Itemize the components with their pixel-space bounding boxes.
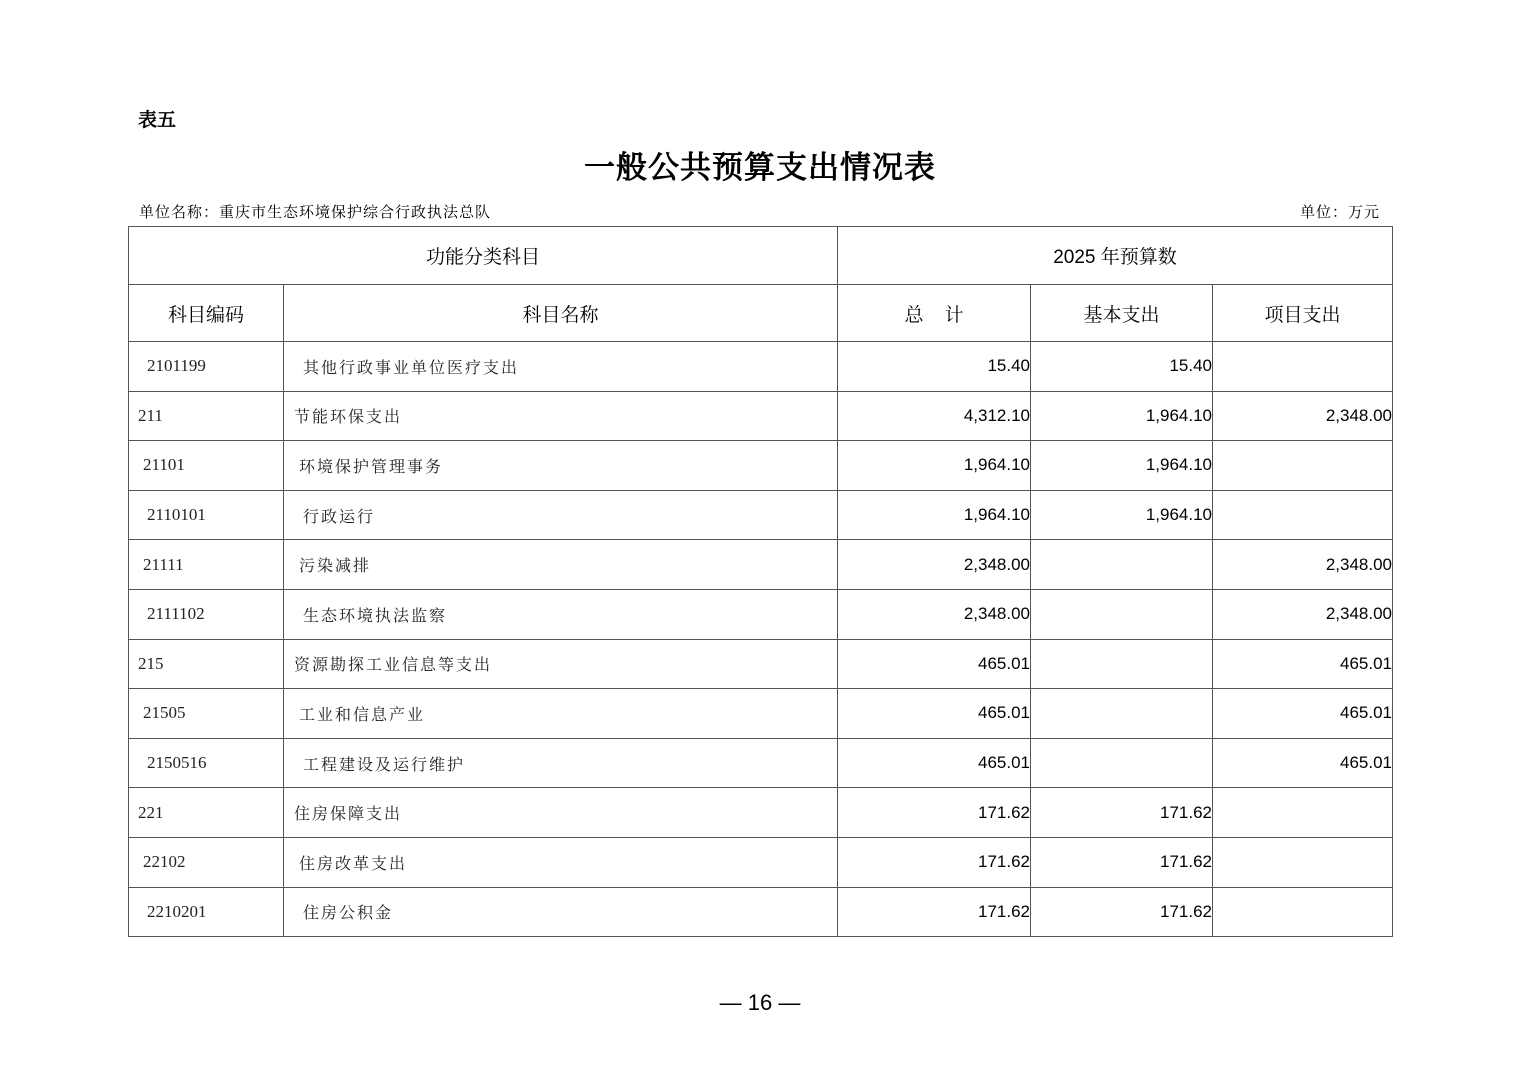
- cell-total: 2,348.00: [838, 540, 1031, 590]
- cell-total: 1,964.10: [838, 441, 1031, 491]
- header-basic: 基本支出: [1031, 285, 1213, 342]
- cell-basic: [1031, 738, 1213, 788]
- cell-code: 211: [129, 391, 284, 441]
- unit-name: 单位名称：重庆市生态环境保护综合行政执法总队: [139, 203, 492, 221]
- cell-total: 465.01: [838, 639, 1031, 689]
- cell-name: 住房公积金: [284, 887, 838, 937]
- cell-project: [1213, 837, 1393, 887]
- table-row: [129, 441, 1393, 491]
- table-row: [129, 490, 1393, 540]
- cell-project: [1213, 788, 1393, 838]
- table-row: [129, 589, 1393, 639]
- cell-name: 工程建设及运行维护: [284, 738, 838, 788]
- header-row-columns: [129, 285, 1393, 342]
- cell-total: 171.62: [838, 887, 1031, 937]
- cell-basic: 1,964.10: [1031, 441, 1213, 491]
- cell-total: 465.01: [838, 738, 1031, 788]
- cell-name: 住房改革支出: [284, 837, 838, 887]
- cell-project: [1213, 441, 1393, 491]
- cell-total: 2,348.00: [838, 589, 1031, 639]
- cell-basic: 171.62: [1031, 887, 1213, 937]
- page-title: 一般公共预算支出情况表: [584, 150, 936, 186]
- cell-code: 2110101: [129, 490, 284, 540]
- cell-basic: 1,964.10: [1031, 490, 1213, 540]
- header-project: 项目支出: [1213, 285, 1393, 342]
- cell-total: 15.40: [838, 342, 1031, 392]
- cell-name: 住房保障支出: [284, 788, 838, 838]
- header-row-group: [129, 227, 1393, 285]
- cell-basic: [1031, 689, 1213, 739]
- cell-name: 其他行政事业单位医疗支出: [284, 342, 838, 392]
- cell-code: 215: [129, 639, 284, 689]
- cell-project: [1213, 490, 1393, 540]
- cell-project: 465.01: [1213, 689, 1393, 739]
- budget-table: [128, 226, 1393, 937]
- cell-total: 465.01: [838, 689, 1031, 739]
- table-body: [129, 342, 1393, 937]
- cell-basic: 15.40: [1031, 342, 1213, 392]
- page-number: — 16 —: [719, 990, 801, 1015]
- cell-code: 2111102: [129, 589, 284, 639]
- header-category: 功能分类科目: [129, 227, 838, 285]
- table-row: [129, 540, 1393, 590]
- cell-project: 2,348.00: [1213, 391, 1393, 441]
- cell-project: 465.01: [1213, 738, 1393, 788]
- cell-project: 2,348.00: [1213, 589, 1393, 639]
- table-row: [129, 391, 1393, 441]
- cell-name: 环境保护管理事务: [284, 441, 838, 491]
- cell-project: [1213, 887, 1393, 937]
- header-total: 总 计: [838, 285, 1031, 342]
- cell-name: 行政运行: [284, 490, 838, 540]
- cell-code: 21505: [129, 689, 284, 739]
- cell-code: 221: [129, 788, 284, 838]
- cell-code: 22102: [129, 837, 284, 887]
- cell-code: 2101199: [129, 342, 284, 392]
- cell-code: 21101: [129, 441, 284, 491]
- cell-code: 21111: [129, 540, 284, 590]
- unit-label: 单位：万元: [1299, 203, 1380, 221]
- cell-name: 工业和信息产业: [284, 689, 838, 739]
- cell-total: 4,312.10: [838, 391, 1031, 441]
- header-name: 科目名称: [284, 285, 838, 342]
- header-code: 科目编码: [129, 285, 284, 342]
- table-row: [129, 837, 1393, 887]
- table-row: [129, 788, 1393, 838]
- table-row: [129, 639, 1393, 689]
- cell-project: [1213, 342, 1393, 392]
- cell-basic: [1031, 540, 1213, 590]
- cell-basic: [1031, 589, 1213, 639]
- cell-basic: 171.62: [1031, 837, 1213, 887]
- cell-total: 171.62: [838, 837, 1031, 887]
- cell-name: 资源勘探工业信息等支出: [284, 639, 838, 689]
- cell-basic: 171.62: [1031, 788, 1213, 838]
- cell-basic: 1,964.10: [1031, 391, 1213, 441]
- cell-project: 465.01: [1213, 639, 1393, 689]
- table-row: [129, 342, 1393, 392]
- cell-project: 2,348.00: [1213, 540, 1393, 590]
- cell-basic: [1031, 639, 1213, 689]
- header-budget-year: 2025 年预算数: [838, 227, 1393, 285]
- cell-code: 2150516: [129, 738, 284, 788]
- table-row: [129, 887, 1393, 937]
- table-row: [129, 738, 1393, 788]
- table-number: 表五: [138, 109, 177, 131]
- table-row: [129, 689, 1393, 739]
- cell-name: 污染减排: [284, 540, 838, 590]
- cell-name: 节能环保支出: [284, 391, 838, 441]
- cell-total: 1,964.10: [838, 490, 1031, 540]
- cell-name: 生态环境执法监察: [284, 589, 838, 639]
- cell-code: 2210201: [129, 887, 284, 937]
- cell-total: 171.62: [838, 788, 1031, 838]
